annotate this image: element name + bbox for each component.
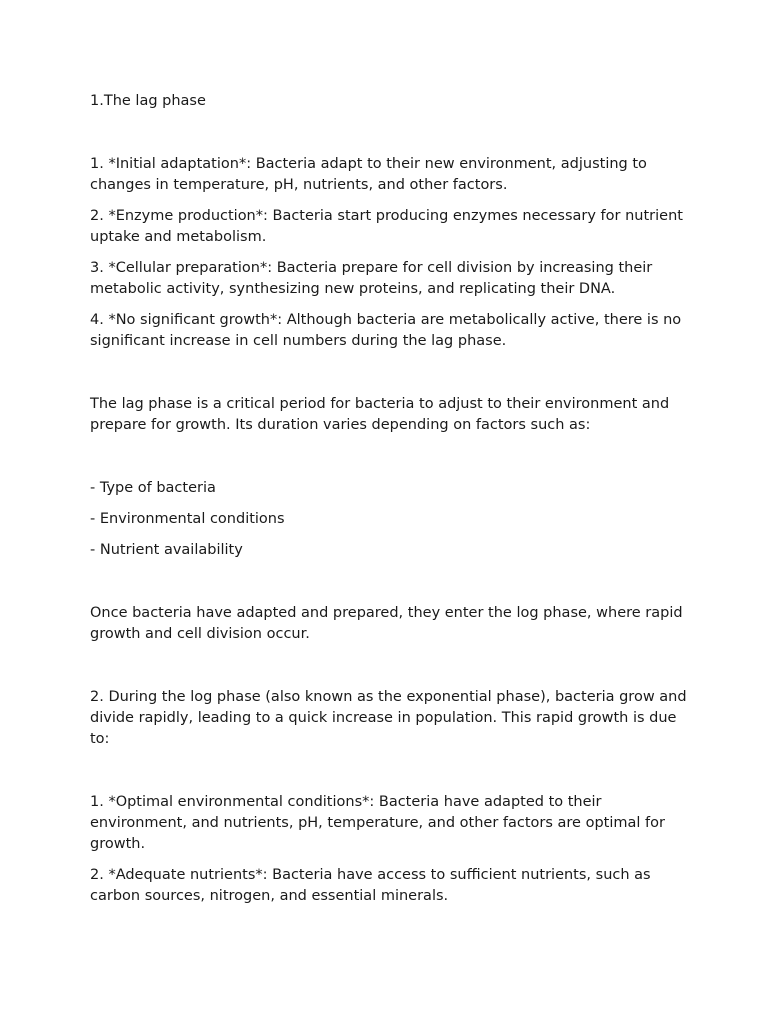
log-point-1: 1. *Optimal environmental conditions*: Bacteria have adapted to their environment, and nutrients, pH, temperature, and other factors are optimal for growth. [90, 794, 665, 852]
transition-paragraph: Once bacteria have adapted and prepared, they enter the log phase, where rapid growth and cell division occur. [90, 605, 683, 642]
factor-item-3: - Nutrient availability [90, 542, 243, 558]
log-phase-intro: 2. During the log phase (also known as the exponential phase), bacteria grow and divide rapidly, leading to a quick increase in population. This rapid growth is due to: [90, 689, 687, 747]
lag-point-4: 4. *No significant growth*: Although bacteria are metabolically active, there is no significant increase in cell numbers during the lag phase. [90, 312, 682, 349]
lag-point-1: 1. *Initial adaptation*: Bacteria adapt to their new environment, adjusting to changes in temperature, pH, nutrients, and other factors. [90, 156, 647, 193]
lag-point-2: 2. *Enzyme production*: Bacteria start producing enzymes necessary for nutrient uptake and metabolism. [90, 208, 683, 245]
lag-summary-paragraph: The lag phase is a critical period for bacteria to adjust to their environment and prepare for growth. Its duration varies depending on factors such as: [90, 396, 670, 433]
factor-item-2: - Environmental conditions [90, 511, 285, 527]
document-page [90, 91, 690, 907]
lag-point-3: 3. *Cellular preparation*: Bacteria prepare for cell division by increasing their metabolic activity, synthesizing new proteins, and replicating their DNA. [90, 260, 653, 297]
section-heading-lag-phase: 1.The lag phase [90, 93, 206, 109]
factor-item-1: - Type of bacteria [90, 480, 216, 496]
log-point-2: 2. *Adequate nutrients*: Bacteria have access to sufficient nutrients, such as carbon sources, nitrogen, and essential minerals. [90, 867, 651, 904]
